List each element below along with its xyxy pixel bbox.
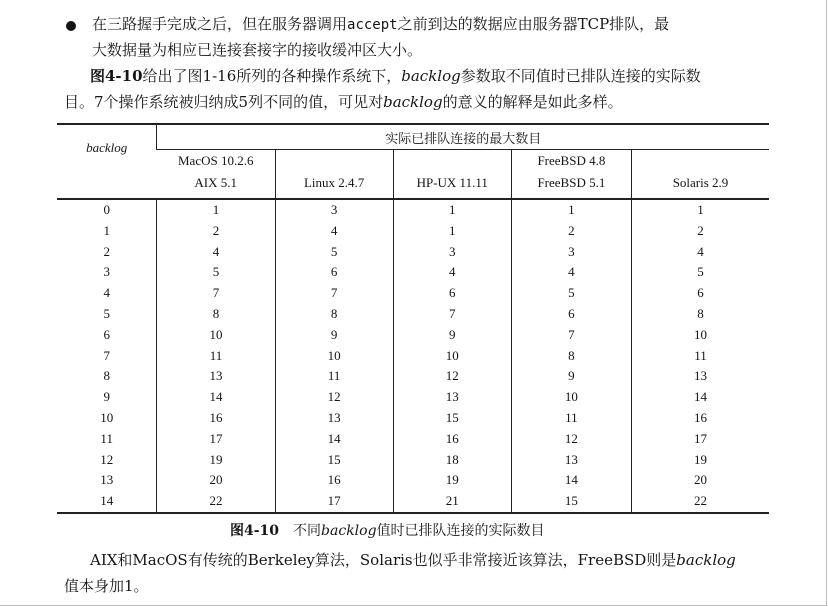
queue-size-cell: 7 [275, 283, 393, 304]
bullet-line-1 [92, 12, 669, 37]
queue-size-cell: 8 [511, 346, 631, 367]
backlog-term: backlog [676, 551, 736, 569]
intro-line-2 [64, 90, 623, 114]
os-header: Solaris 2.9 [632, 150, 769, 200]
backlog-value-cell: 5 [103, 305, 110, 321]
backlog-value-cell: 7 [103, 347, 110, 363]
outro-line-1 [90, 548, 736, 572]
backlog-table [57, 123, 769, 514]
queue-size-cell: 8 [275, 304, 393, 325]
bullet-text-b: 之前到达的数据应由服务器TCP排队，最 [397, 15, 670, 33]
queue-size-cell: 16 [632, 408, 769, 429]
queue-size-cell: 9 [275, 325, 393, 346]
queue-size-cell: 13 [393, 387, 511, 408]
backlog-header-cell [57, 124, 157, 199]
queue-size-cell: 10 [632, 325, 769, 346]
queue-size-cell: 7 [157, 283, 275, 304]
queue-size-cell: 20 [157, 470, 275, 491]
intro-text-c: 目。7个操作系统被归纳成5列不同的值，可见对 [64, 93, 384, 111]
queue-size-cell: 6 [275, 262, 393, 283]
queue-size-cell: 4 [275, 221, 393, 242]
group-header: 实际已排队连接的最大数目 [157, 124, 769, 150]
queue-size-cell: 3 [393, 242, 511, 263]
intro-text-d: 的意义的解释是如此多样。 [442, 93, 623, 111]
queue-size-cell: 19 [632, 450, 769, 471]
table-row [57, 304, 769, 325]
table-row [57, 262, 769, 283]
table-row [57, 283, 769, 304]
backlog-value-cell: 0 [103, 202, 110, 217]
queue-size-cell: 6 [511, 304, 631, 325]
queue-size-cell: 14 [632, 387, 769, 408]
queue-size-cell: 11 [157, 346, 275, 367]
queue-size-cell: 22 [632, 491, 769, 513]
queue-size-cell: 16 [157, 408, 275, 429]
backlog-value-cell: 6 [103, 326, 110, 342]
table-row [57, 387, 769, 408]
table-row [57, 242, 769, 263]
queue-size-cell: 13 [157, 366, 275, 387]
table-row [57, 408, 769, 429]
backlog-value-cell: 3 [103, 264, 110, 280]
queue-size-cell: 1 [393, 199, 511, 221]
queue-size-cell: 10 [275, 346, 393, 367]
backlog-term: backlog [401, 67, 461, 85]
queue-size-cell: 8 [632, 304, 769, 325]
bullet-icon [66, 21, 76, 31]
queue-size-cell: 13 [632, 366, 769, 387]
queue-size-cell: 17 [275, 491, 393, 513]
table-row [57, 199, 769, 221]
backlog-term: backlog [383, 93, 443, 111]
queue-size-cell: 6 [632, 283, 769, 304]
backlog-value-cell: 2 [103, 243, 110, 259]
table-row [57, 470, 769, 491]
table-row [57, 325, 769, 346]
bullet-line-2: 大数据量为相应已连接套接字的接收缓冲区大小。 [92, 41, 423, 59]
intro-text-b: 参数取不同值时已排队连接的实际数 [460, 67, 701, 85]
os-header: MacOS 10.2.6 AIX 5.1 [157, 150, 275, 200]
queue-size-cell: 15 [275, 450, 393, 471]
queue-size-cell: 12 [511, 429, 631, 450]
table-row [57, 429, 769, 450]
queue-size-cell: 1 [511, 199, 631, 221]
table-row [57, 491, 769, 513]
queue-size-cell: 18 [393, 450, 511, 471]
queue-size-cell: 10 [511, 387, 631, 408]
figure-ref: 图4-10 [90, 67, 143, 85]
table-row [57, 346, 769, 367]
intro-line-1 [90, 64, 701, 88]
code-accept: accept [347, 17, 398, 33]
caption-figure-number: 图4-10 [230, 523, 280, 539]
table-row [57, 450, 769, 471]
queue-size-cell: 22 [157, 491, 275, 513]
table-body [57, 199, 769, 513]
table-row [57, 221, 769, 242]
queue-size-cell: 6 [393, 283, 511, 304]
queue-size-cell: 14 [157, 387, 275, 408]
queue-size-cell: 5 [511, 283, 631, 304]
backlog-value-cell: 13 [100, 472, 114, 488]
os-header: Linux 2.4.7 [275, 150, 393, 200]
queue-size-cell: 3 [511, 242, 631, 263]
backlog-value-cell: 10 [100, 409, 114, 425]
backlog-value-cell: 14 [57, 491, 157, 513]
queue-size-cell: 15 [393, 408, 511, 429]
backlog-term: backlog [321, 523, 377, 539]
queue-size-cell: 2 [632, 221, 769, 242]
queue-size-cell: 7 [393, 304, 511, 325]
intro-text-a: 给出了图1-16所列的各种操作系统下， [142, 67, 402, 85]
queue-size-cell: 3 [275, 199, 393, 221]
backlog-value-cell: 9 [103, 389, 110, 405]
queue-size-cell: 16 [393, 429, 511, 450]
backlog-header: backlog [86, 139, 128, 155]
queue-size-cell: 14 [511, 470, 631, 491]
queue-size-cell: 2 [157, 221, 275, 242]
queue-size-cell: 5 [157, 262, 275, 283]
queue-size-cell: 8 [157, 304, 275, 325]
queue-size-cell: 5 [632, 262, 769, 283]
queue-size-cell: 12 [393, 366, 511, 387]
queue-size-cell: 11 [632, 346, 769, 367]
queue-size-cell: 19 [157, 450, 275, 471]
queue-size-cell: 12 [275, 387, 393, 408]
os-header: FreeBSD 4.8 FreeBSD 5.1 [511, 150, 631, 200]
queue-size-cell: 13 [511, 450, 631, 471]
backlog-value-cell: 8 [103, 368, 110, 384]
queue-size-cell: 4 [511, 262, 631, 283]
queue-size-cell: 1 [632, 199, 769, 221]
queue-size-cell: 16 [275, 470, 393, 491]
queue-size-cell: 7 [511, 325, 631, 346]
backlog-value-cell: 4 [103, 285, 110, 301]
queue-size-cell: 9 [511, 366, 631, 387]
queue-size-cell: 20 [632, 470, 769, 491]
queue-size-cell: 17 [632, 429, 769, 450]
backlog-value-cell: 12 [100, 451, 114, 467]
queue-size-cell: 4 [157, 242, 275, 263]
bullet-text-a: 在三路握手完成之后，但在服务器调用 [92, 15, 348, 33]
queue-size-cell: 9 [393, 325, 511, 346]
queue-size-cell: 11 [275, 366, 393, 387]
queue-size-cell: 1 [393, 221, 511, 242]
backlog-value-cell: 11 [100, 430, 113, 446]
queue-size-cell: 10 [393, 346, 511, 367]
queue-size-cell: 15 [511, 491, 631, 513]
outro-text-a: AIX和MacOS有传统的Berkeley算法，Solaris也似乎非常接近该算法，FreeBSD则是 [90, 551, 677, 569]
outro-line-2: 值本身加1。 [64, 577, 149, 595]
os-header: HP-UX 11.11 [393, 150, 511, 200]
queue-size-cell: 4 [393, 262, 511, 283]
queue-size-cell: 5 [275, 242, 393, 263]
queue-size-cell: 13 [275, 408, 393, 429]
queue-size-cell: 17 [157, 429, 275, 450]
queue-size-cell: 1 [157, 199, 275, 221]
queue-size-cell: 11 [511, 408, 631, 429]
backlog-value-cell: 1 [103, 222, 110, 238]
queue-size-cell: 14 [275, 429, 393, 450]
queue-size-cell: 10 [157, 325, 275, 346]
queue-size-cell: 21 [393, 491, 511, 513]
queue-size-cell: 4 [632, 242, 769, 263]
table-row [57, 366, 769, 387]
queue-size-cell: 19 [393, 470, 511, 491]
queue-size-cell: 2 [511, 221, 631, 242]
figure-caption: 图4-10 不同backlog值时已排队连接的实际数目 [230, 523, 545, 539]
